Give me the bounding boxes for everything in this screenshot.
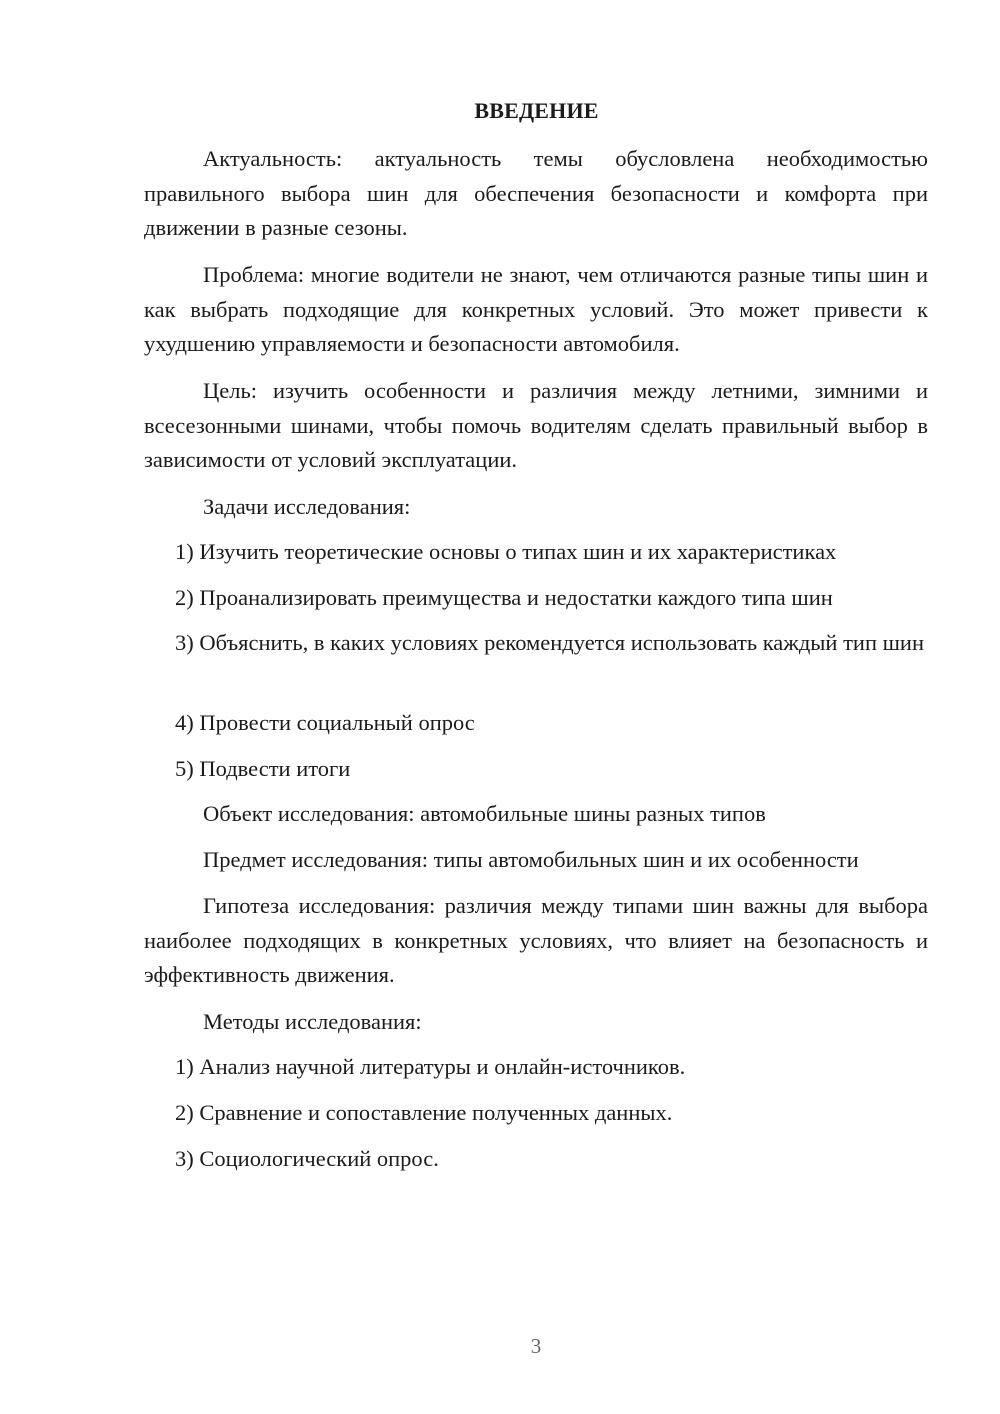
goal-paragraph: Цель: изучить особенности и различия между летними, зимними и всесезонными шинами, чтобы помочь водителям сделать правильный выбор в зависимости от условий эксплуатации. bbox=[144, 378, 928, 472]
task-item: 1) Изучить теоретические основы о типах шин и их характеристиках bbox=[175, 539, 837, 564]
page-number: 3 bbox=[530, 1334, 542, 1358]
methods-heading: Методы исследования: bbox=[203, 1009, 422, 1034]
problem-paragraph: Проблема: многие водители не знают, чем отличаются разные типы шин и как выбрать подходящие для конкретных условий. Это может привести к ухудшению управляемости и безопасности автомобиля. bbox=[144, 262, 928, 356]
method-item: 3) Социологический опрос. bbox=[175, 1146, 439, 1171]
subject-paragraph: Предмет исследования: типы автомобильных шин и их особенности bbox=[203, 847, 859, 872]
method-item: 2) Сравнение и сопоставление полученных данных. bbox=[175, 1100, 673, 1125]
relevance-paragraph: Актуальность: актуальность темы обусловлена необходимостью правильного выбора шин для обеспечения безопасности и комфорта при движении в разные сезоны. bbox=[144, 146, 928, 240]
task-item: 5) Подвести итоги bbox=[175, 756, 351, 781]
hypothesis-paragraph: Гипотеза исследования: различия между типами шин важны для выбора наиболее подходящих в конкретных условиях, что влияет на безопасность и эффективность движения. bbox=[144, 893, 928, 987]
tasks-heading: Задачи исследования: bbox=[203, 494, 411, 519]
task-item: 4) Провести социальный опрос bbox=[175, 710, 475, 735]
object-paragraph: Объект исследования: автомобильные шины разных типов bbox=[203, 801, 766, 826]
section-title: ВВЕДЕНИЕ bbox=[474, 98, 599, 123]
task-item: 3) Объяснить, в каких условиях рекомендуется использовать каждый тип шин bbox=[175, 630, 925, 655]
method-item: 1) Анализ научной литературы и онлайн-источников. bbox=[175, 1054, 686, 1079]
task-item: 2) Проанализировать преимущества и недостатки каждого типа шин bbox=[175, 585, 833, 610]
